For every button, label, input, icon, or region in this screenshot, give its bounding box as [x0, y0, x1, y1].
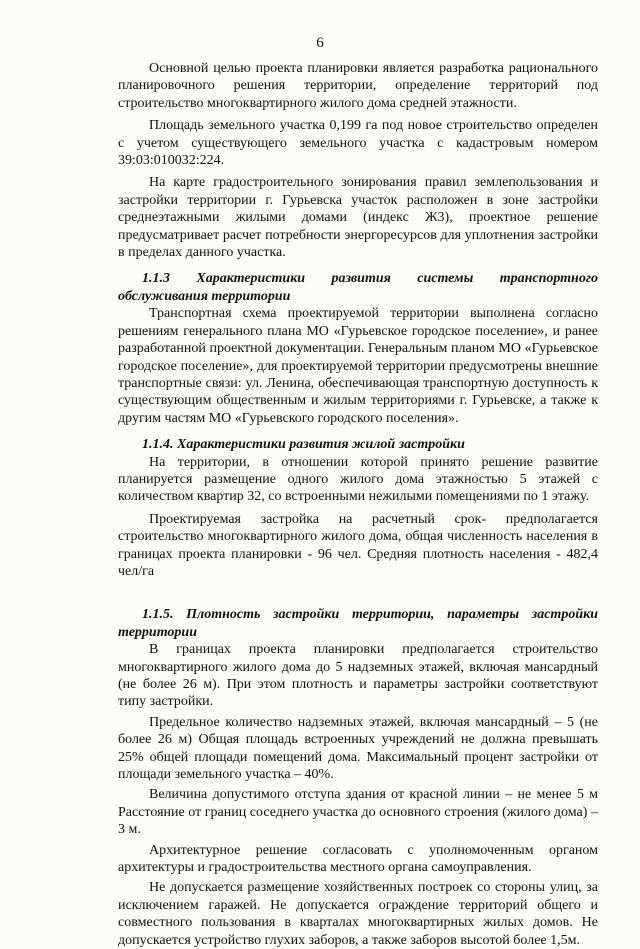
paragraph-housing: На территории, в отношении которой принято решение развитие планируется размещение одного жилого дома этажностью 5 этажей с количеством квартир 32, со встроенными нежилыми помещениями по 1 этажу. [118, 454, 598, 505]
paragraph-density: В границах проекта планировки предполагается строительство многоквартирного жилого дома до 5 надземных этажей, включая мансардный (не более 26 м). При этом плотность и параметры застройки соответствуют типу застройки. [118, 642, 598, 710]
paragraph-transport: Транспортная схема проектируемой территории выполнена согласно решениям генерального плана МО «Гурьевское городское поселение», и ранее разработанной проектной документации. Генеральным планом МО «Гурьевское городское поселение», для проектируемой территории предусмотрены внешние транспортные связи: ул. Ленина, обеспечивающая транспортную доступность к существующим общественным и жилым территориями г. Гурьевске, а также к другим частям МО «Гурьевского городского поселения». [118, 306, 598, 426]
paragraph-land-area: Площадь земельного участка 0,199 га под новое строительство определен с учетом существующего земельного участка с кадастровым номером 39:03:010032:224. [118, 118, 598, 169]
page-content [118, 60, 598, 949]
paragraph-floors-limit: Предельное количество надземных этажей, включая мансардный – 5 (не более 26 м) Общая площадь встроенных учреждений не должна превышать 25% общей площади помещений дома. Максимальный процент застройки от площади земельного участка – 40%. [118, 714, 598, 783]
paragraph-population: Проектируемая застройка на расчетный срок- предполагается строительство многоквартирного жилого дома, общая численность населения в границах проекта планировки - 96 чел. Средняя плотность населения - 482,4 чел/га [118, 511, 598, 579]
paragraph-goal: Основной целью проекта планировки является разработка рационального планировочного решения территории, определение территорий под строительство многоквартирного жилого дома средней этажности. [118, 61, 598, 111]
section-heading-1-1-5: 1.1.5. Плотность застройки территории, параметры застройки территории [118, 607, 598, 640]
paragraph-restrictions: Не допускается размещение хозяйственных построек со стороны улиц, за исключением гаражей. Не допускается ограждение территорий общего и совместного пользования в кварталах многоквартирных жилых домов. Не допускается устройство глухих заборов, а также заборов высотой более 1,5м. [118, 880, 598, 948]
section-heading-1-1-4: 1.1.4. Характеристики развития жилой застройки [142, 437, 465, 453]
paragraph-zoning: На карте градостроительного зонирования правил землепользования и застройки территории г. Гурьевска участок расположен в зоне застройки среднеэтажными жилыми домами (индекс Ж3), проектное решение предусматривает расчет потребности энергоресурсов для уплотнения застройки в пределах данного участка. [118, 175, 598, 261]
paragraph-setback: Величина допустимого отступа здания от красной линии – не менее 5 м Расстояние от границ соседнего участка до основного строения (жилого дома) – 3 м. [118, 787, 598, 838]
page-number: 6 [316, 35, 324, 51]
paragraph-architecture: Архитектурное решение согласовать с уполномоченным органом архитектуры и градостроительства местного органа самоуправления. [118, 842, 598, 876]
section-heading-1-1-3: 1.1.3 Характеристики развития системы транспортного обслуживания территории [118, 271, 598, 304]
